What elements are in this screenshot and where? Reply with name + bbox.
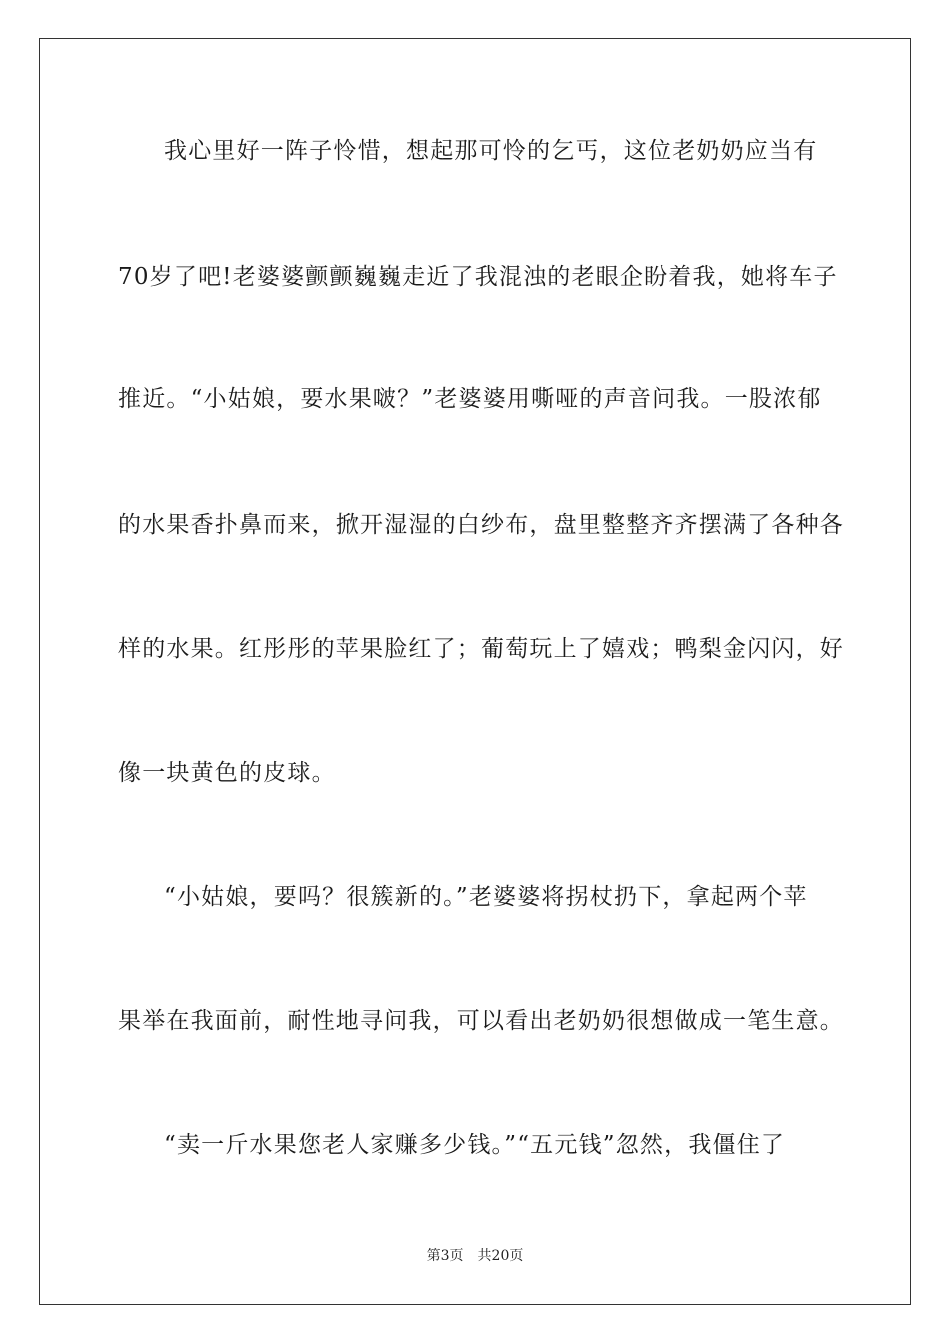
page-footer xyxy=(0,1246,950,1266)
paragraph-line: 像一块黄色的皮球。 xyxy=(118,760,336,786)
paragraph-line: 70岁了吧!老婆婆颤颤巍巍走近了我混浊的老眼企盼着我，她将车子 xyxy=(118,264,838,290)
page-number-current: 第3页 xyxy=(426,1248,464,1264)
page-number-total: 共20页 xyxy=(477,1248,524,1264)
paragraph-line: 推近。“小姑娘，要水果啵？”老婆婆用嘶哑的声音问我。一股浓郁 xyxy=(118,386,822,412)
paragraph-line: 的水果香扑鼻而来，掀开湿湿的白纱布，盘里整整齐齐摆满了各种各 xyxy=(118,512,844,538)
page-border xyxy=(39,38,911,1305)
paragraph-line: 果举在我面前，耐性地寻问我，可以看出老奶奶很想做成一笔生意。 xyxy=(118,1008,844,1034)
paragraph-line: 我心里好一阵子怜惜，想起那可怜的乞丐，这位老奶奶应当有 xyxy=(164,138,818,164)
paragraph-line: “小姑娘，要吗？很簇新的。”老婆婆将拐杖扔下，拿起两个苹 xyxy=(164,884,808,910)
paragraph-line: “卖一斤水果您老人家赚多少钱。”“五元钱”忽然，我僵住了 xyxy=(164,1132,786,1158)
paragraph-line: 样的水果。红彤彤的苹果脸红了；葡萄玩上了嬉戏；鸭梨金闪闪，好 xyxy=(118,636,844,662)
